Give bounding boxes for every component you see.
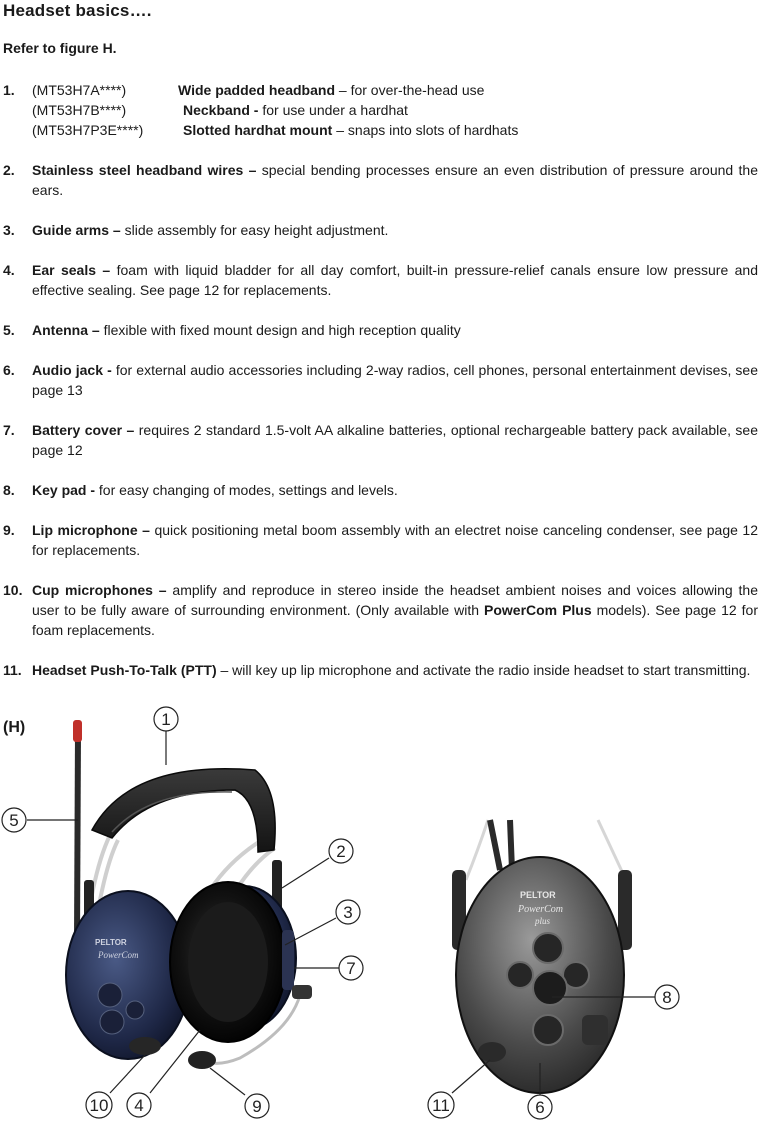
svg-text:9: 9 [252,1097,262,1116]
svg-text:6: 6 [535,1098,545,1117]
item-number: 10. [3,582,23,598]
item-text: requires 2 standard 1.5-volt AA alkaline batteries, optional rechargeable battery pack available, see page 12 [32,422,758,458]
item-label: Battery cover – [32,422,135,438]
item-number: 2. [3,162,15,178]
svg-text:3: 3 [343,903,353,922]
item-number: 7. [3,422,15,438]
item-label: Cup microphones – [32,582,167,598]
model-code: (MT53H7P3E****) [32,122,144,138]
item-text: quick positioning metal boom assembly with an electret noise canceling condenser, see page 12 for replacements. [32,522,758,558]
padded-headband [92,769,275,852]
item-label: Ear seals – [32,262,111,278]
item-label: Wide padded headband [178,82,335,98]
svg-text:11: 11 [432,1096,450,1115]
item-label: Headset Push-To-Talk (PTT) [32,662,217,678]
ptt-button [478,1042,506,1062]
brand-logo-rear: PELTOR [520,890,556,900]
rear-headset [452,820,632,1093]
svg-text:2: 2 [336,842,346,861]
svg-text:7: 7 [346,959,356,978]
item-label: Audio jack - [32,362,112,378]
figure-reference: Refer to figure H. [3,40,117,56]
callout-6 [528,1095,552,1119]
item-number: 3. [3,222,15,238]
callout-11 [428,1092,454,1118]
item-label: Lip microphone – [32,522,150,538]
callout-2 [329,839,353,863]
model-sub-logo-rear: plus [535,916,551,926]
item-text: flexible with fixed mount design and high reception quality [99,322,461,338]
separator: – [332,122,348,138]
item-text: slide assembly for easy height adjustment. [120,222,389,238]
item-number: 4. [3,262,15,278]
svg-text:1: 1 [161,710,171,729]
item-number: 6. [3,362,15,378]
callout-10 [86,1092,112,1118]
item-label: Neckband - [183,102,259,118]
svg-text:8: 8 [662,988,672,1007]
callout-9 [245,1094,269,1118]
callout-7 [339,956,363,980]
separator: – [335,82,351,98]
item-text: amplify and reproduce in stereo inside the headset ambient noises and voices allowing the user to be fully aware of surrounding environment. (Only available with [32,582,758,618]
item-number: 5. [3,322,15,338]
item-label: Stainless steel headband wires – [32,162,257,178]
svg-text:5: 5 [9,811,19,830]
item-label: Key pad - [32,482,96,498]
model-logo-rear: PowerCom [518,904,563,915]
item-label: Guide arms – [32,222,121,238]
battery-cover [282,930,294,990]
callout-8 [655,985,679,1009]
callout-1 [154,707,178,731]
model-code: (MT53H7B****) [32,102,127,118]
page-title: Headset basics…. [3,1,152,20]
item-text-continued: models). See page 12 for foam replacements. [32,602,758,638]
svg-text:4: 4 [134,1096,144,1115]
item-number: 11. [3,662,22,678]
item-text: – will key up lip microphone and activate the radio inside headset to start transmitting. [216,662,751,678]
item-number: 9. [3,522,15,538]
item-label: Antenna – [32,322,100,338]
product-name: PowerCom Plus [484,602,592,618]
item-text: for easy changing of modes, settings and levels. [95,482,398,498]
cup-microphone [129,1037,161,1055]
item-text: for over-the-head use [350,82,485,98]
model-logo-left: PowerCom [98,950,139,960]
figure-label: (H) [3,719,26,736]
svg-text:10: 10 [89,1096,109,1115]
item-text: snaps into slots of hardhats [347,122,519,138]
item-text: special bending processes ensure an even distribution of pressure around the ears. [32,162,758,198]
brand-logo-left: PELTOR [95,938,127,947]
item-text: for external audio accessories including 2-way radios, cell phones, personal entertainment devises, see page 13 [32,362,758,398]
antenna [73,720,82,940]
audio-jack [582,1015,608,1045]
item-number: 1. [3,82,15,98]
item-label: Slotted hardhat mount [183,122,333,138]
callout-5 [2,808,26,832]
item-text: for use under a hardhat [262,102,408,118]
callout-3 [336,900,360,924]
callout-4 [127,1093,151,1117]
item-number: 8. [3,482,15,498]
item-text: foam with liquid bladder for all day comfort, built-in pressure-relief canals ensure low pressure and effective sealing. See page 12 for replacements. [32,262,758,298]
model-code: (MT53H7A****) [32,82,127,98]
